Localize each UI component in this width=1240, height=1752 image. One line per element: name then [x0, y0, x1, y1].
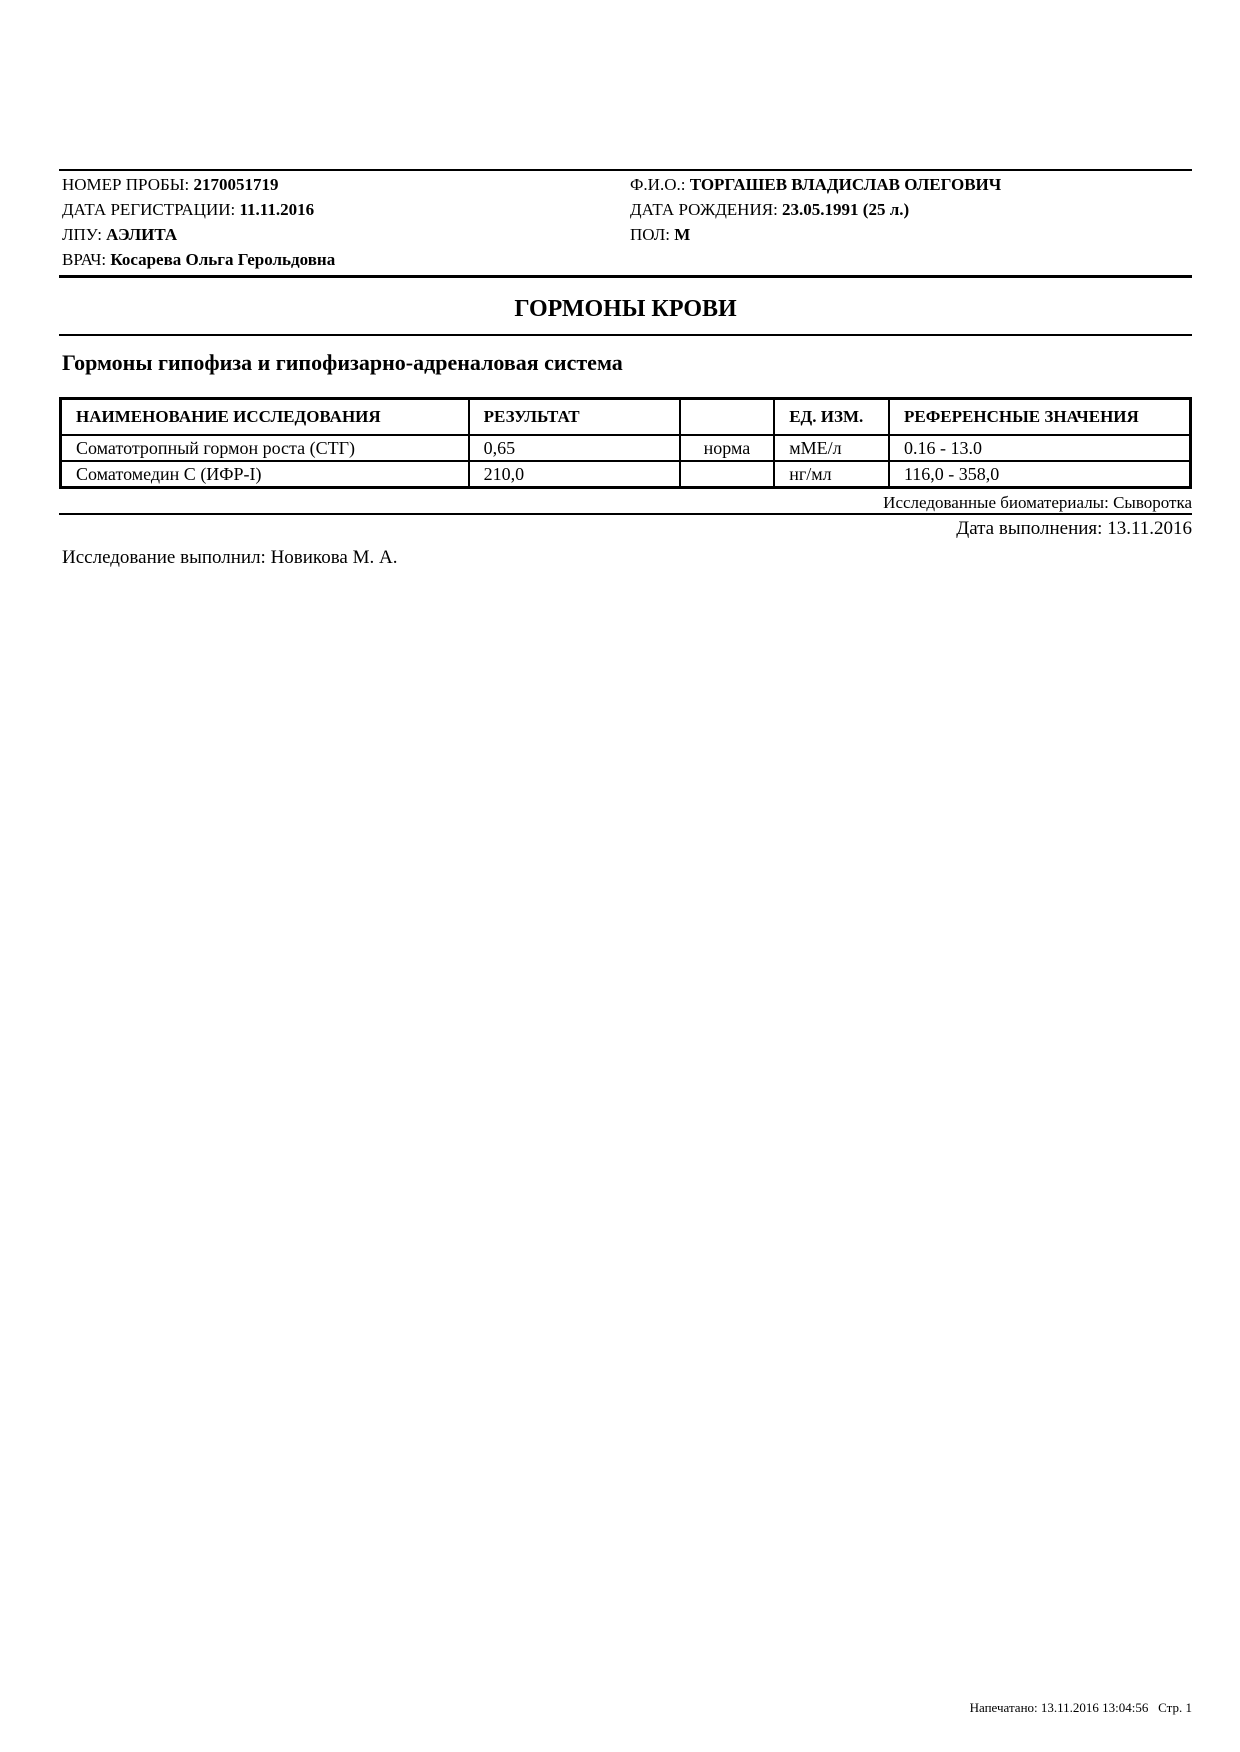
- test-name-cell: Соматотропный гормон роста (СТГ): [61, 435, 469, 461]
- birth-date-value: 23.05.1991 (25 л.): [782, 200, 910, 219]
- doctor-value: Косарева Ольга Герольдовна: [110, 250, 336, 269]
- sample-info-column: [62, 172, 335, 272]
- sex-row: ПОЛ: М: [630, 225, 691, 244]
- patient-info-column: [630, 172, 1001, 247]
- clinic-value: АЭЛИТА: [106, 225, 178, 244]
- header-top-rule: [59, 169, 1192, 171]
- sample-number-value: 2170051719: [193, 175, 279, 194]
- patient-name-value: ТОРГАШЕВ ВЛАДИСЛАВ ОЛЕГОВИЧ: [689, 175, 1002, 194]
- title-rule: [59, 334, 1192, 336]
- table-header-row: [61, 399, 1191, 436]
- reference-cell: 116,0 - 358,0: [889, 461, 1191, 488]
- column-header-units: ЕД. ИЗМ.: [774, 399, 889, 436]
- registration-date-row: ДАТА РЕГИСТРАЦИИ: 11.11.2016: [62, 200, 315, 219]
- units-cell: мМЕ/л: [774, 435, 889, 461]
- print-footer: [970, 1700, 1192, 1716]
- sex-value: М: [674, 225, 691, 244]
- column-header-result: РЕЗУЛЬТАТ: [469, 399, 680, 436]
- flag-cell: [680, 461, 775, 488]
- result-cell: 0,65: [469, 435, 680, 461]
- sample-number-row: НОМЕР ПРОБЫ: 2170051719: [62, 175, 279, 194]
- flag-cell: норма: [680, 435, 775, 461]
- table-row: [61, 435, 1191, 461]
- column-header-flag: [680, 399, 775, 436]
- birth-date-row: ДАТА РОЖДЕНИЯ: 23.05.1991 (25 л.): [630, 200, 910, 219]
- result-cell: 210,0: [469, 461, 680, 488]
- table-row: [61, 461, 1191, 488]
- section-title: Гормоны гипофиза и гипофизарно-адреналовая система: [62, 350, 623, 375]
- table-bottom-rule: [59, 513, 1192, 515]
- column-header-test-name: НАИМЕНОВАНИЕ ИССЛЕДОВАНИЯ: [61, 399, 469, 436]
- document-title: ГОРМОНЫ КРОВИ: [514, 296, 737, 322]
- results-table: [59, 397, 1192, 489]
- patient-name-row: Ф.И.О.: ТОРГАШЕВ ВЛАДИСЛАВ ОЛЕГОВИЧ: [630, 175, 1002, 194]
- completion-date: Дата выполнения: 13.11.2016: [956, 518, 1192, 539]
- clinic-row: ЛПУ: АЭЛИТА: [62, 225, 178, 244]
- reference-cell: 0.16 - 13.0: [889, 435, 1191, 461]
- units-cell: нг/мл: [774, 461, 889, 488]
- performer-line: Исследование выполнил: Новикова М. А.: [62, 547, 398, 568]
- doctor-row: ВРАЧ: Косарева Ольга Герольдовна: [62, 250, 336, 269]
- header-bottom-rule: [59, 275, 1192, 278]
- column-header-reference: РЕФЕРЕНСНЫЕ ЗНАЧЕНИЯ: [889, 399, 1191, 436]
- printed-timestamp: Напечатано: 13.11.2016 13:04:56: [969, 1700, 1149, 1715]
- biomaterials-note: Исследованные биоматериалы: Сыворотка: [883, 493, 1192, 512]
- page-number: Стр. 1: [1158, 1700, 1192, 1715]
- test-name-cell: Соматомедин С (ИФР-I): [61, 461, 469, 488]
- registration-date-value: 11.11.2016: [239, 200, 315, 219]
